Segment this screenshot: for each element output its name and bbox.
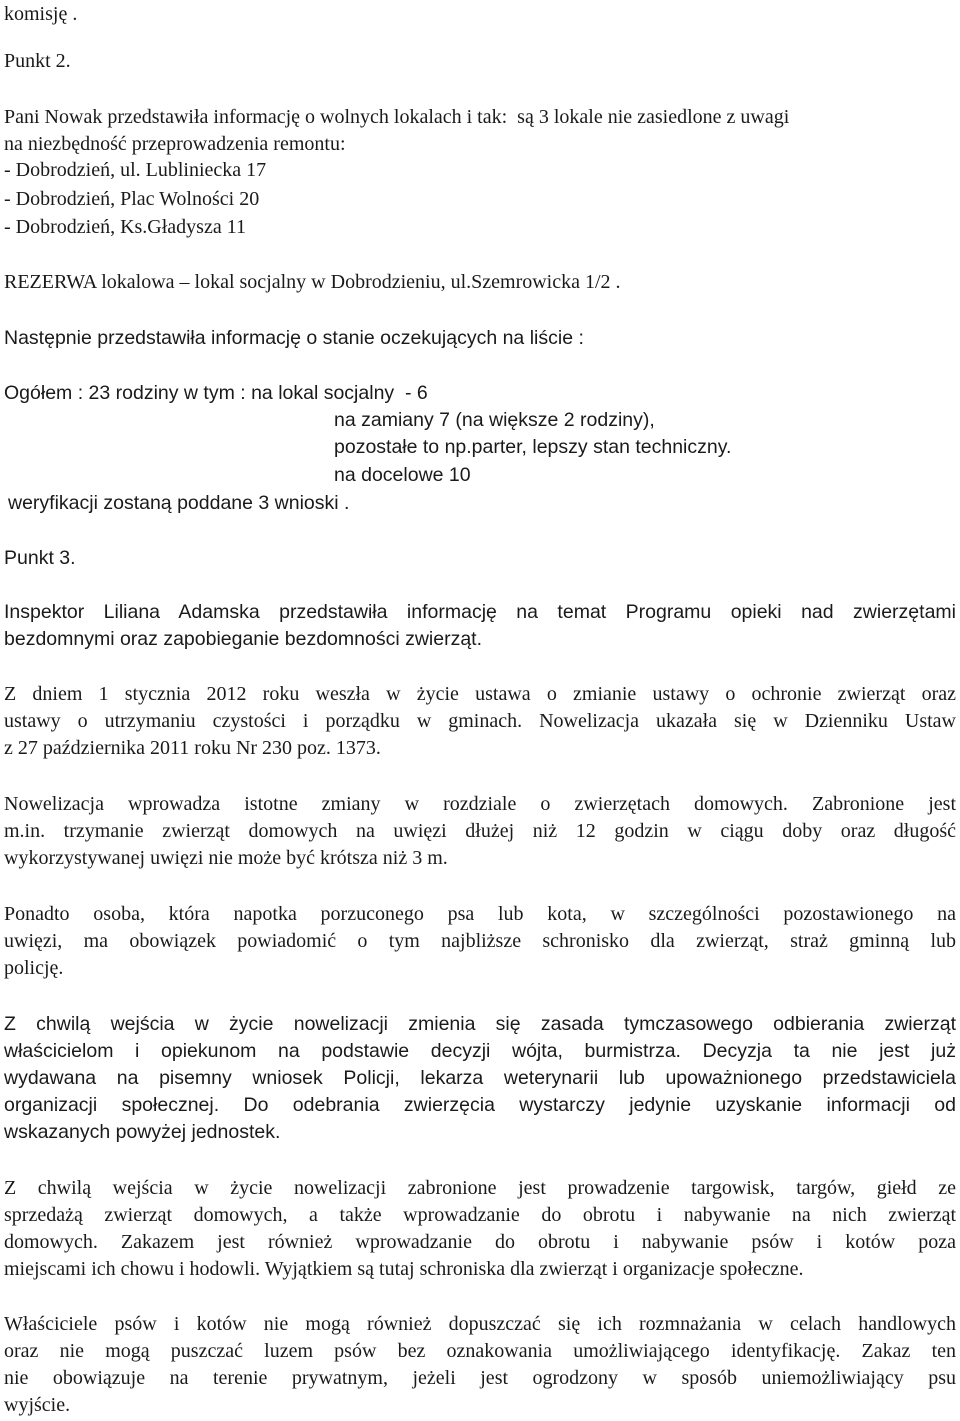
text-line: organizacji społecznej. Do odebrania zwierzęcia wystarczy jedynie uzyskanie informacji od — [4, 1094, 956, 1116]
text-line: Ogółem : 23 rodziny w tym : na lokal socjalny - 6 — [4, 382, 428, 404]
text-line: domowych. Zakazem jest również wprowadzanie do obrotu i nabywanie psów i kotów poza — [4, 1231, 956, 1253]
paragraph — [4, 1175, 956, 1283]
text-line: Pani Nowak przedstawiła informację o wolnych lokalach i tak: są 3 lokale nie zasiedlone z uwagi — [4, 106, 790, 128]
text-line: Właściciele psów i kotów nie mogą również dopuszczać się ich rozmnażania w celach handlowych — [4, 1313, 956, 1335]
text-line: policję. — [4, 957, 64, 979]
text-line: Ponadto osoba, która napotka porzuconego psa lub kota, w szczególności pozostawionego na — [4, 903, 956, 925]
text-line: Z chwilą wejścia w życie nowelizacji zabronione jest prowadzenie targowisk, targów, giełd ze — [4, 1177, 956, 1199]
address-item: - Dobrodzień, Ks.Gładysza 11 — [4, 216, 246, 238]
paragraph — [4, 1311, 956, 1419]
text-line: pozostałe to np.parter, lepszy stan techniczny. — [334, 436, 732, 458]
text-line: na niezbędność przeprowadzenia remontu: — [4, 133, 346, 155]
paragraph — [4, 599, 956, 653]
text-line: na zamiany 7 (na większe 2 rodziny), — [334, 409, 655, 431]
text-line: wskazanych powyżej jednostek. — [4, 1121, 281, 1143]
text-line: Z dniem 1 stycznia 2012 roku weszła w życie ustawa o zmianie ustawy o ochronie zwierząt oraz — [4, 683, 956, 705]
text-line: nie obowiązuje na terenie prywatnym, jeżeli jest ogrodzony w sposób uniemożliwiający psu — [4, 1367, 956, 1389]
text-line: komisję . — [4, 3, 78, 25]
text-line: REZERWA lokalowa – lokal socjalny w Dobrodzieniu, ul.Szemrowicka 1/2 . — [4, 271, 621, 293]
text-line: wyjście. — [4, 1394, 71, 1416]
text-line: Następnie przedstawiła informację o stanie oczekujących na liście : — [4, 327, 584, 349]
address-item: - Dobrodzień, Plac Wolności 20 — [4, 188, 260, 210]
text-line: z 27 października 2011 roku Nr 230 poz. 1373. — [4, 737, 381, 759]
paragraph — [4, 1011, 956, 1146]
paragraph — [4, 681, 956, 762]
text-line: na docelowe 10 — [334, 464, 471, 486]
text-line: oraz nie mogą puszczać luzem psów bez oznakowania umożliwiającego identyfikację. Zakaz ten — [4, 1340, 956, 1362]
address-item: - Dobrodzień, ul. Lubliniecka 17 — [4, 159, 267, 181]
text-line: bezdomnymi oraz zapobieganie bezdomności zwierząt. — [4, 628, 482, 650]
text-line: m.in. trzymanie zwierząt domowych na uwięzi dłużej niż 12 godzin w ciągu doby oraz długość — [4, 820, 956, 842]
text-line: Z chwilą wejścia w życie nowelizacji zmienia się zasada tymczasowego odbierania zwierząt — [4, 1013, 956, 1035]
text-line: Inspektor Liliana Adamska przedstawiła informację na temat Programu opieki nad zwierzętami — [4, 601, 956, 623]
paragraph — [4, 901, 956, 982]
text-line: uwięzi, ma obowiązek powiadomić o tym najbliższe schronisko dla zwierząt, straż gminną lub — [4, 930, 956, 952]
text-line: sprzedażą zwierząt domowych, a także wprowadzanie do obrotu i nabywanie na nich zwierząt — [4, 1204, 956, 1226]
text-line: weryfikacji zostaną poddane 3 wnioski . — [8, 492, 350, 514]
text-line: miejscami ich chowu i hodowli. Wyjątkiem są tutaj schroniska dla zwierząt i organizacje społeczne. — [4, 1258, 804, 1280]
section-heading-punkt-2: Punkt 2. — [4, 50, 71, 72]
text-line: Nowelizacja wprowadza istotne zmiany w rozdziale o zwierzętach domowych. Zabronione jest — [4, 793, 956, 815]
text-line: ustawy o utrzymaniu czystości i porządku w gminach. Nowelizacja ukazała się w Dzienniku Ustaw — [4, 710, 956, 732]
text-line: właścicielom i opiekunom na podstawie decyzji wójta, burmistrza. Decyzja ta nie jest już — [4, 1040, 956, 1062]
text-line: wydawana na pisemny wniosek Policji, lekarza weterynarii lub upoważnionego przedstawiciela — [4, 1067, 956, 1089]
paragraph — [4, 791, 956, 872]
section-heading-punkt-3: Punkt 3. — [4, 547, 76, 569]
text-line: wykorzystywanej uwięzi nie może być krótsza niż 3 m. — [4, 847, 448, 869]
